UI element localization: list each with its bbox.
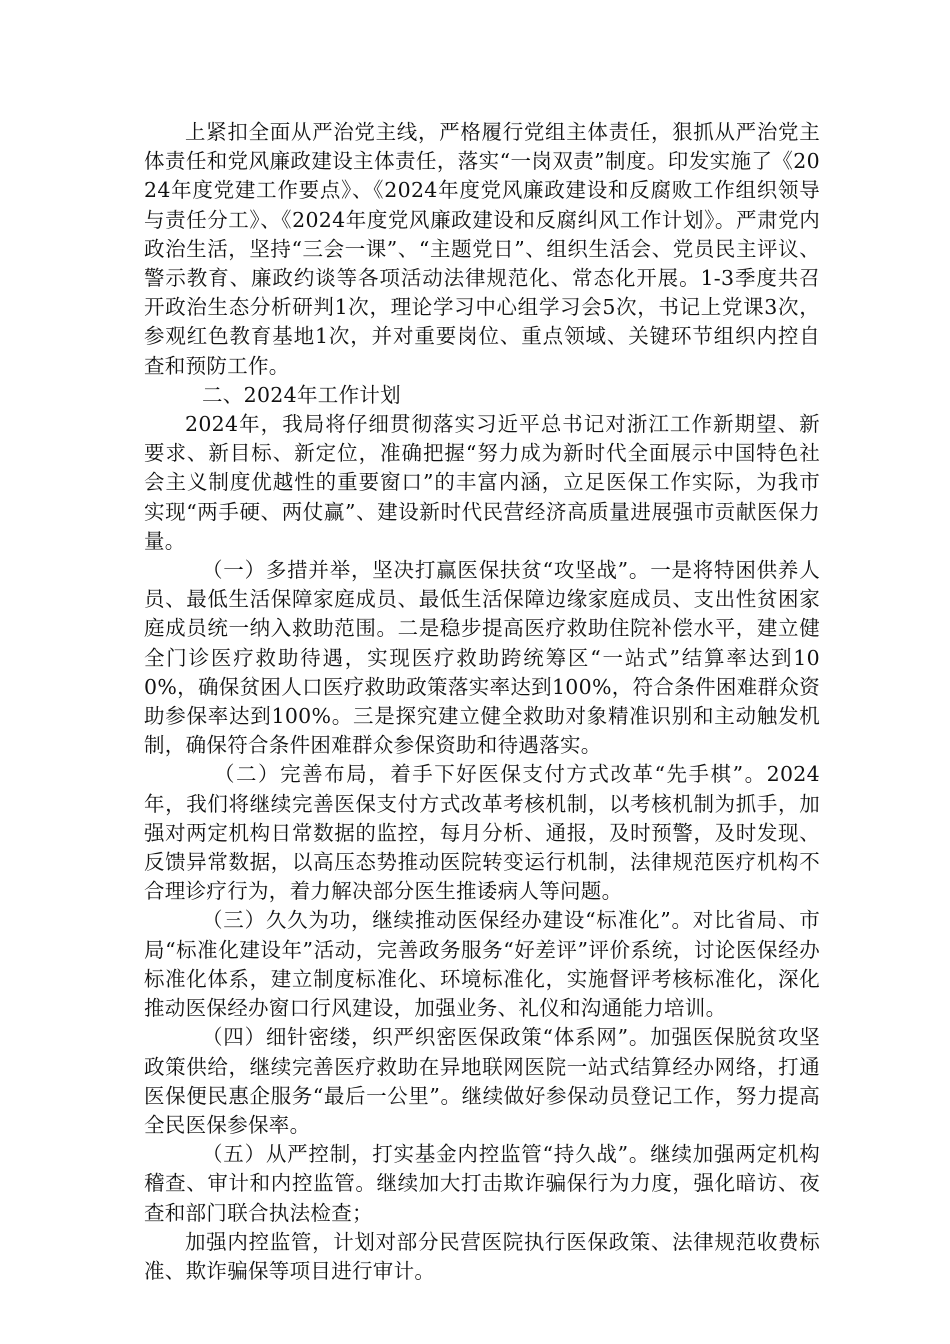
section-heading-2024-plan: 二、2024年工作计划 xyxy=(202,382,401,407)
paragraph-item-2: （二）完善布局，着手下好医保支付方式改革“先手棋”。2024年，我们将继续完善医保支付方式改革考核机制，以考核机制为抓手，加强对两定机构日常数据的监控，每月分析、通报，及时预警，及时发现、反馈异常数据，以高压态势推动医院转变运行机制，法律规范医疗机构不合理诊疗行为，着力解决部分医生推诿病人等问题。 xyxy=(144,762,820,904)
paragraph-item-1: （一）多措并举，坚决打赢医保扶贫“攻坚战”。一是将特困供养人员、最低生活保障家庭成员、最低生活保障边缘家庭成员、支出性贫困家庭成员统一纳入救助范围。二是稳步提高医疗救助住院补偿水平，建立健全门诊医疗救助待遇，实现医疗救助跨统筹区“一站式”结算率达到100%，确保贫困人口医疗救助政策落实率达到100%，符合条件困难群众资助参保率达到100%。三是探究建立健全救助对象精准识别和主动触发机制，确保符合条件困难群众参保资助和待遇落实。 xyxy=(144,558,820,758)
paragraph-item-5: （五）从严控制，打实基金内控监管“持久战”。继续加强两定机构稽查、审计和内控监管。继续加大打击欺诈骗保行为力度，强化暗访、夜查和部门联合执法检查； xyxy=(144,1142,820,1225)
paragraph-internal-audit: 加强内控监管，计划对部分民营医院执行医保政策、法律规范收费标准、欺诈骗保等项目进行审计。 xyxy=(144,1229,820,1283)
paragraph-item-3: （三）久久为功，继续推动医保经办建设“标准化”。对比省局、市局“标准化建设年”活动，完善政务服务“好差评”评价系统，讨论医保经办标准化体系，建立制度标准化、环境标准化，实施督评考核标准化，深化推动医保经办窗口行风建设，加强业务、礼仪和沟通能力培训。 xyxy=(144,908,820,1021)
paragraph-2024-overview: 2024年，我局将仔细贯彻落实习近平总书记对浙江工作新期望、新要求、新目标、新定位，准确把握“努力成为新时代全面展示中国特色社会主义制度优越性的重要窗口”的丰富内涵，立足医保工作实际，为我市实现“两手硬、两仗赢”、建设新时代民营经济高质量进展强市贡献医保力量。 xyxy=(144,412,820,553)
document-body xyxy=(144,118,820,1286)
paragraph-item-4: （四）细针密缕，织严织密医保政策“体系网”。加强医保脱贫攻坚政策供给，继续完善医疗救助在异地联网医院一站式结算经办网络，打通医保便民惠企服务“最后一公里”。继续做好参保动员登记工作，努力提高全民医保参保率。 xyxy=(144,1025,820,1137)
paragraph-party-building: 上紧扣全面从严治党主线，严格履行党组主体责任，狠抓从严治党主体责任和党风廉政建设主体责任，落实“一岗双责”制度。印发实施了《2024年度党建工作要点》、《2024年度党风廉政建设和反腐败工作组织领导与责任分工》、《2024年度党风廉政建设和反腐纠风工作计划》。严肃党内政治生活，坚持“三会一课”、“主题党日”、组织生活会、党员民主评议、警示教育、廉政约谈等各项活动法律规范化、常态化开展。1-3季度共召开政治生态分析研判1次，理论学习中心组学习会5次，书记上党课3次，参观红色教育基地1次，并对重要岗位、重点领域、关键环节组织内控自查和预防工作。 xyxy=(144,120,820,378)
